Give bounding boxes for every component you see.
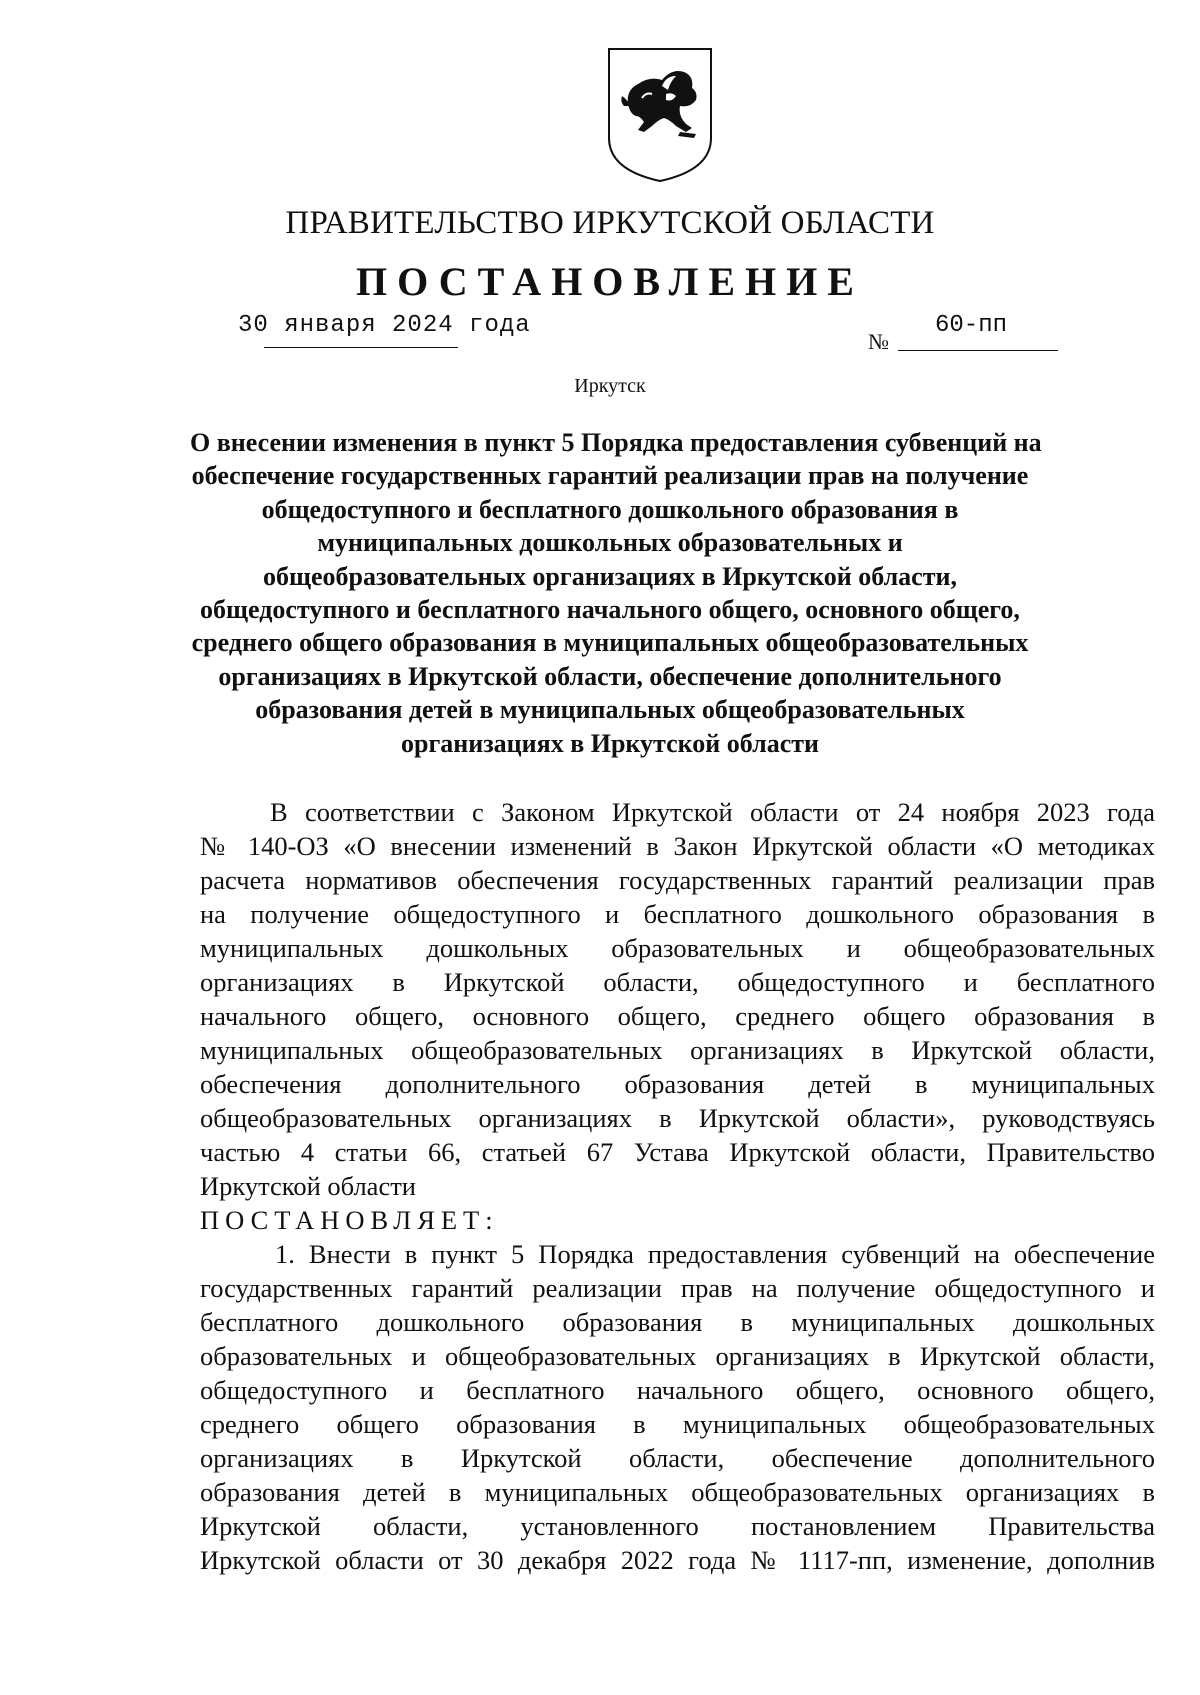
preamble-line: муниципальных общеобразовательных организациях в Иркутской области, — [200, 1035, 1155, 1065]
title-line: общеобразовательных организациях в Иркутской области, — [263, 561, 957, 591]
city-name: Иркутск — [574, 375, 646, 397]
title-line: О внесении изменения в пункт 5 Порядка предоставления субвенций на — [190, 428, 1042, 457]
item-line: образования детей в муниципальных общеобразовательных организациях в — [200, 1477, 1155, 1507]
preamble-line: начального общего, основного общего, среднего общего образования в — [200, 1001, 1155, 1031]
preamble-line: организациях в Иркутской области, общедоступного и бесплатного — [200, 967, 1155, 997]
title-line: общедоступного и бесплатного дошкольного образования в — [261, 494, 959, 524]
title-line: среднего общего образования в муниципальных общеобразовательных — [191, 628, 1029, 658]
title-line: образования детей в муниципальных общеобразовательных — [255, 695, 965, 725]
item-line: среднего общего образования в муниципальных общеобразовательных — [200, 1409, 1155, 1439]
item-line: государственных гарантий реализации прав на получение общедоступного и — [200, 1273, 1155, 1303]
decree-word: ПОСТАНОВЛЯЕТ: — [200, 1205, 499, 1235]
date-underline — [264, 347, 458, 348]
number-underline — [898, 350, 1058, 351]
document-type: ПОСТАНОВЛЕНИЕ — [356, 259, 864, 304]
document-body — [200, 795, 1155, 1577]
title-line: организациях в Иркутской области, обеспечение дополнительного — [218, 661, 1002, 691]
preamble-line: В соответствии с Законом Иркутской области от 24 ноября 2023 года — [270, 797, 1155, 827]
irkutsk-coat-of-arms-icon — [606, 46, 714, 184]
preamble-line: № 140-ОЗ «О внесении изменений в Закон Иркутской области «О методиках — [200, 831, 1155, 861]
item-line: Иркутской области от 30 декабря 2022 года № 1117-пп, изменение, дополнив — [200, 1545, 1155, 1575]
government-name: ПРАВИТЕЛЬСТВО ИРКУТСКОЙ ОБЛАСТИ — [285, 205, 935, 241]
preamble-line: муниципальных дошкольных образовательных и общеобразовательных — [200, 933, 1155, 963]
item-line: 1. Внести в пункт 5 Порядка предоставления субвенций на обеспечение — [275, 1239, 1155, 1269]
preamble-line: общеобразовательных организациях в Иркутской области», руководствуясь — [200, 1103, 1155, 1133]
preamble-line: частью 4 статьи 66, статьей 67 Устава Иркутской области, Правительство — [200, 1137, 1155, 1167]
document-title — [190, 426, 1042, 760]
title-line: муниципальных дошкольных образовательных и — [317, 528, 903, 558]
title-line: обеспечение государственных гарантий реализации прав на получение — [191, 461, 1029, 491]
title-line: общедоступного и бесплатного начального общего, основного общего, — [200, 595, 1020, 625]
item-line: Иркутской области, установленного постановлением Правительства — [200, 1511, 1155, 1541]
preamble-line: на получение общедоступного и бесплатного дошкольного образования в — [200, 899, 1155, 929]
item-line: образовательных и общеобразовательных организациях в Иркутской области, — [200, 1341, 1155, 1371]
title-line: организациях в Иркутской области — [400, 728, 820, 758]
item-line: общедоступного и бесплатного начального общего, основного общего, — [200, 1375, 1155, 1405]
item-line: бесплатного дошкольного образования в муниципальных дошкольных — [200, 1307, 1155, 1337]
number-sign: № — [868, 329, 889, 354]
item-line: организациях в Иркутской области, обеспечение дополнительного — [200, 1443, 1155, 1473]
preamble-line: обеспечения дополнительного образования детей в муниципальных — [200, 1069, 1155, 1099]
document-date: 30 января 2024 года — [238, 312, 531, 339]
preamble-line: расчета нормативов обеспечения государственных гарантий реализации прав — [200, 865, 1155, 895]
preamble-line: Иркутской области — [200, 1171, 416, 1201]
document-number: 60-пп — [935, 312, 1008, 339]
